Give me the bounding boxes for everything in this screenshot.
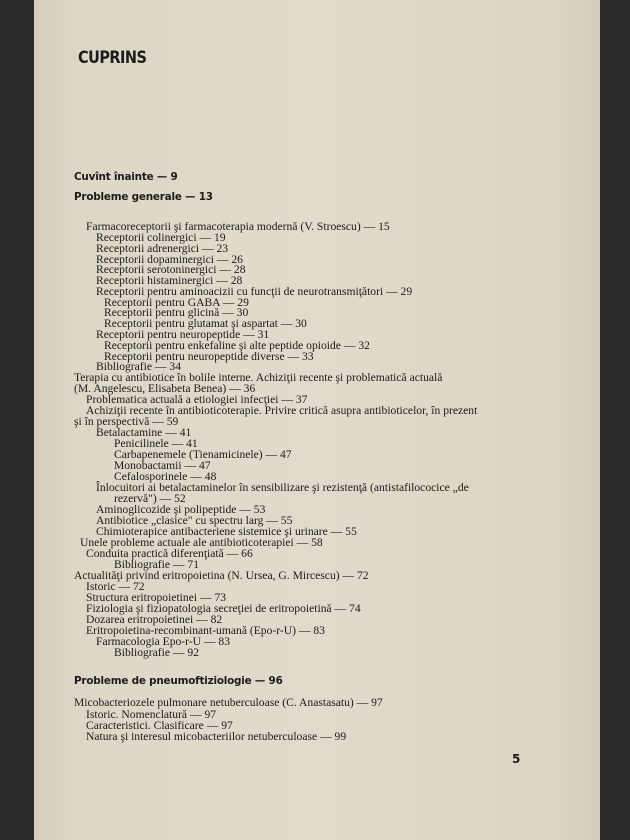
toc-entry: Monobactamii — 47 [114,459,211,472]
toc-entry: Conduita practică diferenţiată — 66 [86,547,253,560]
page-number: 5 [512,752,521,766]
toc-entry: Dozarea eritropoietinei — 82 [86,613,223,626]
toc-entry: Receptorii pentru aminoacizii cu funcţii de neurotransmiţători — 29 [96,285,413,298]
toc-entry: Aminoglicozide şi polipeptide — 53 [96,503,266,516]
toc-entry: Receptorii pentru neuropeptide diverse — 33 [104,350,314,363]
toc-entry: Bibliografie — 92 [114,646,200,659]
toc-entry: Receptorii adrenergici — 23 [96,242,229,255]
toc-entry: Problematica actuală a etiologiei infecţiei — 37 [86,393,308,406]
toc-entry: Betalactamine — 41 [96,426,192,439]
toc-entry: Micobacteriozele pulmonare netuberculoase (C. Anastasatu) — 97 [74,696,383,709]
toc-entry: Receptorii pentru GABA — 29 [104,296,249,309]
toc-entry: Farmacologia Epo-r-U — 83 [96,635,231,648]
toc-section-heading: Probleme generale — 13 [74,191,213,203]
toc-entry: Antibiotice „clasice" cu spectru larg — 55 [96,514,293,527]
toc-entry: Receptorii pentru glutamat şi aspartat — 30 [104,317,307,330]
toc-entry: Receptorii colinergici — 19 [96,231,226,244]
toc-entry: Terapia cu antibiotice în bolile interne. Achiziţii recente şi problematică actuală [74,371,443,384]
toc-entry: Istoric. Nomenclatură — 97 [86,708,217,721]
toc-entry: Chimioterapice antibacteriene sistemice şi urinare — 55 [96,525,357,538]
toc-entry: Structura eritropoietinei — 73 [86,591,227,604]
toc-entry: Receptorii pentru glicină — 30 [104,306,249,319]
toc-entry: Actualităţi privind eritropoietina (N. Ursea, G. Mircescu) — 72 [74,569,369,582]
page-title: CUPRINS [78,48,147,68]
toc-entry: şi în perspectivă — 59 [74,415,179,428]
toc-section-heading: Cuvînt înainte — 9 [74,171,178,183]
toc-entry: Receptorii pentru enkefaline şi alte peptide opioide — 32 [104,339,370,352]
toc-entry: Înlocuitori ai betalactaminelor în sensibilizare şi rezistenţă (antistafilococice „de [96,481,469,494]
toc-entry: Unele probleme actuale ale antibioticoterapiei — 58 [80,536,323,549]
toc-entry: Cefalosporinele — 48 [114,470,217,483]
toc-entry: Bibliografie — 34 [96,360,182,373]
toc-entry: Receptorii histaminergici — 28 [96,274,243,287]
toc-entry: (M. Angelescu, Elisabeta Benea) — 36 [74,382,256,395]
toc-entry: Achiziţii recente în antibioticoterapie. Privire critică asupra antibioticelor, în prezent [86,404,478,417]
toc-entry: Natura şi interesul micobacteriilor netuberculoase — 99 [86,730,347,743]
toc-entry: Receptorii serotoninergici — 28 [96,263,246,276]
toc-entry: Receptorii dopaminergici — 26 [96,253,243,266]
toc-entry: Istoric — 72 [86,580,145,593]
toc-entry: Penicilinele — 41 [114,437,198,450]
toc-section-heading: Probleme de pneumoftiziologie — 96 [74,675,283,687]
toc-entry: Receptorii pentru neuropeptide — 31 [96,328,270,341]
toc-entry: Carbapenemele (Tienamicinele) — 47 [114,448,292,461]
toc-entry: Eritropoietina-recombinant-umană (Epo-r-U) — 83 [86,624,325,637]
book-page [34,0,600,840]
toc-entry: Bibliografie — 71 [114,558,200,571]
toc-entry: rezervă") — 52 [114,492,186,505]
toc-entry: Caracteristici. Clasificare — 97 [86,719,233,732]
toc-entry: Farmacoreceptorii şi farmacoterapia modernă (V. Stroescu) — 15 [86,220,390,233]
toc-entry: Fiziologia şi fiziopatologia secreţiei de eritropoietină — 74 [86,602,361,615]
